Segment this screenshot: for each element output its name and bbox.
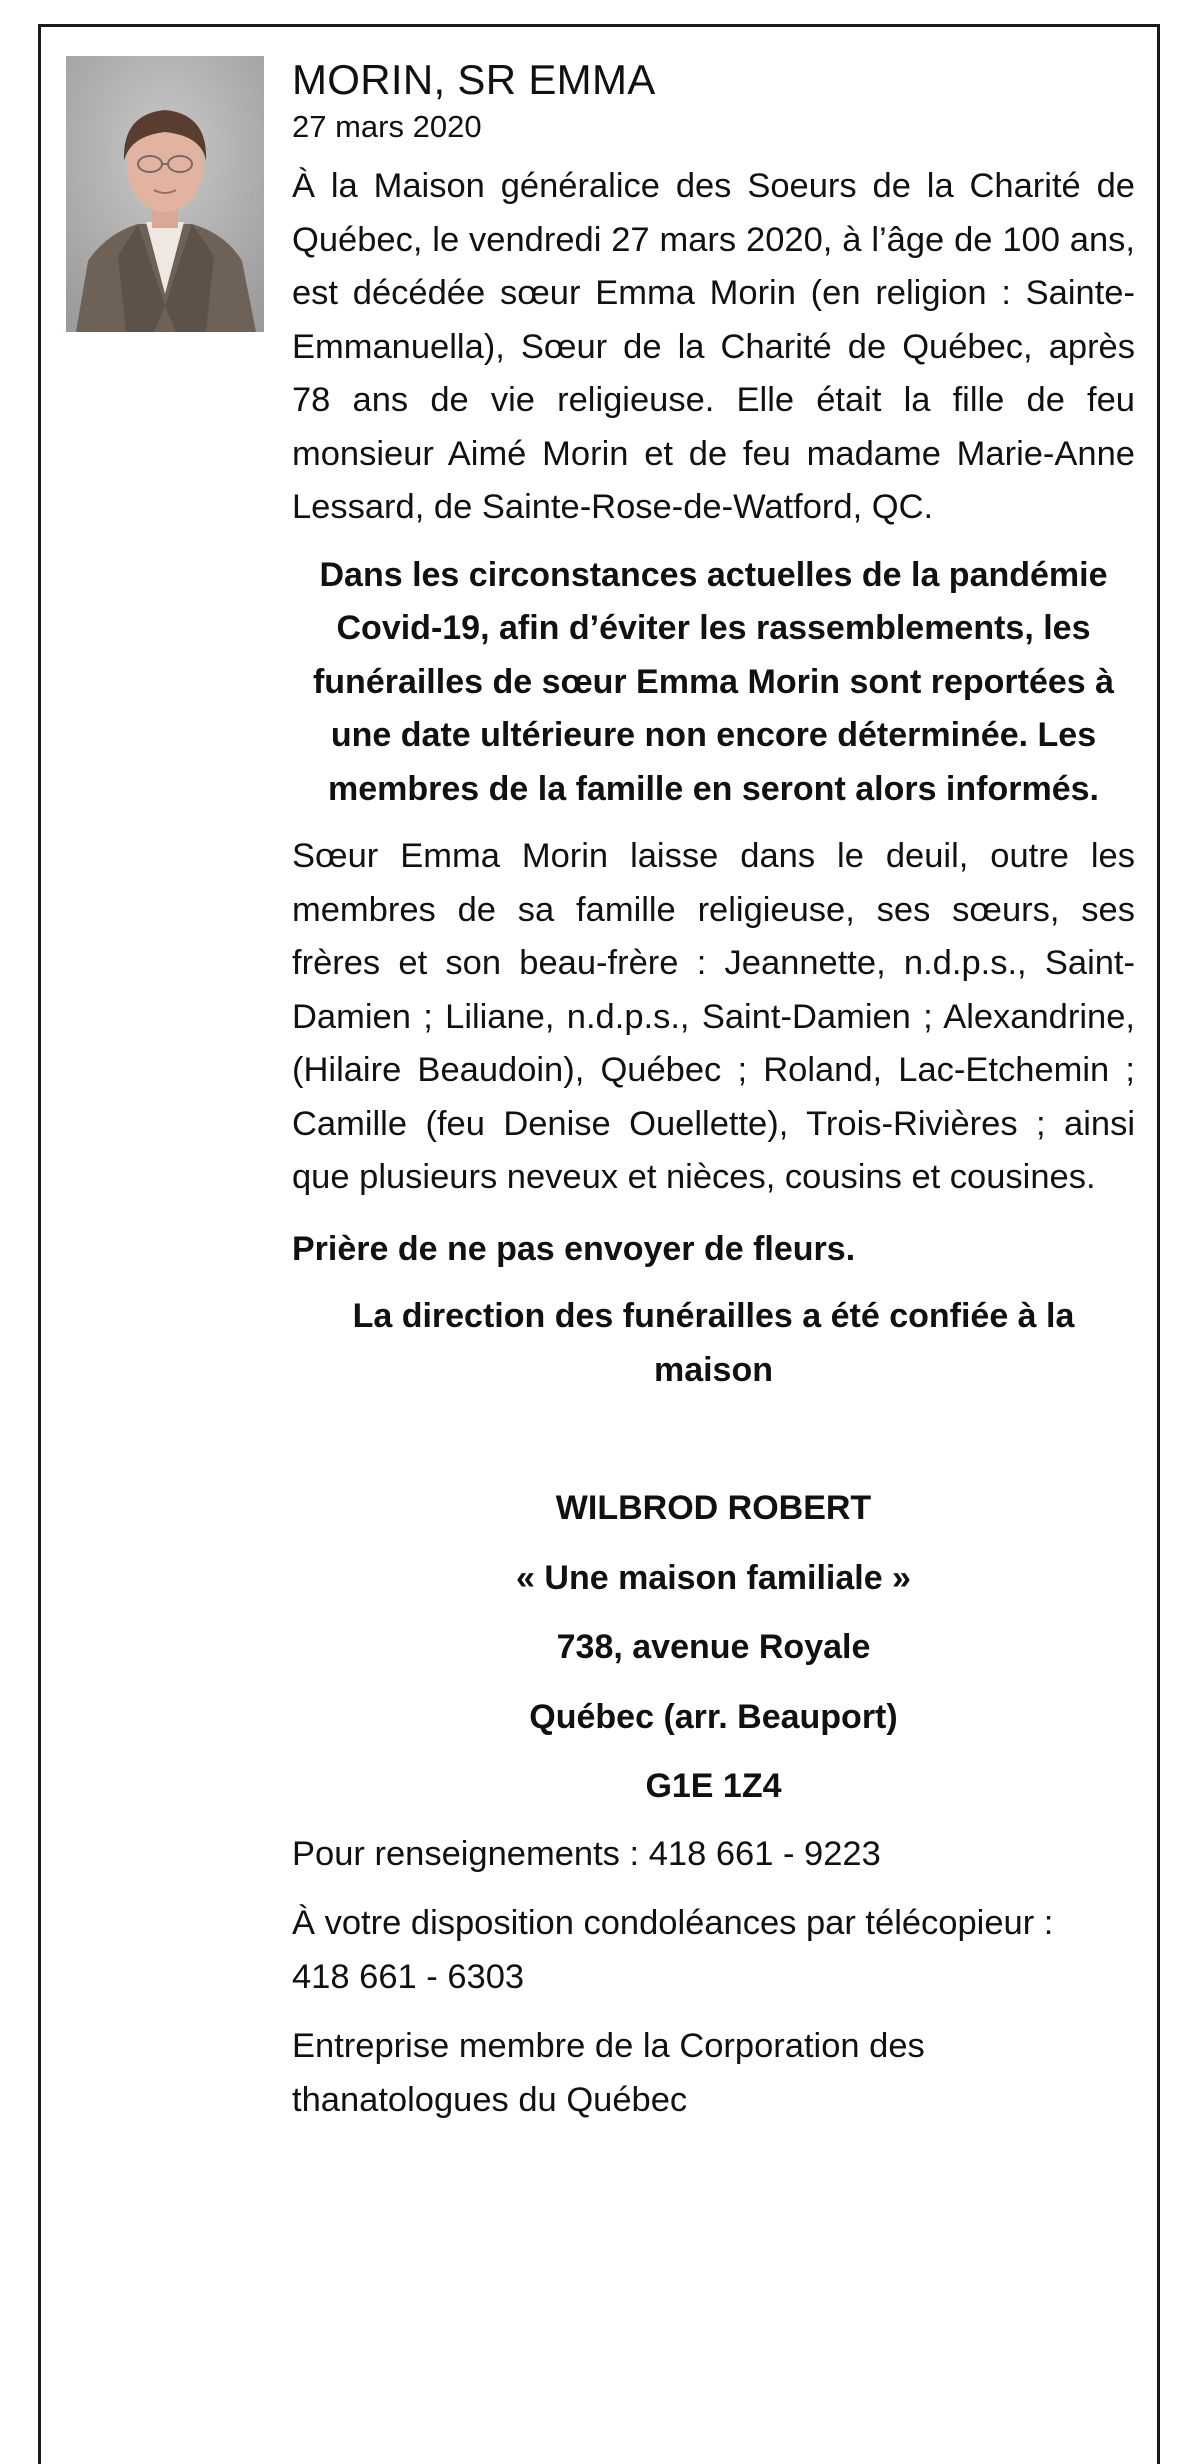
info-phone: Pour renseignements : 418 661 - 9223 (292, 1834, 881, 1873)
no-flowers-note: Prière de ne pas envoyer de fleurs. (292, 1229, 856, 1268)
funeral-home-name: WILBROD ROBERT (555, 1489, 872, 1527)
membership-block (292, 2020, 1135, 2127)
funeral-home-slogan: « Une maison familiale » (516, 1558, 911, 1597)
fax-number: 418 661 - 6303 (292, 1957, 525, 1996)
portrait-image (66, 56, 264, 332)
covid-notice: Dans les circonstances actuelles de la pandémie Covid-19, afin d’éviter les rassemblements, les funérailles de sœur Emma Morin sont reportées à une date ultérieure non encore déterminée. Les membres de la famille en seront alors informés. (312, 555, 1115, 808)
portrait-photo (66, 56, 264, 332)
membership-line-1: Entreprise membre de la Corporation des (292, 2027, 925, 2065)
survivors-paragraph: Sœur Emma Morin laisse dans le deuil, outre les membres de sa famille religieuse, ses sœurs, ses frères et son beau-frère : Jeannette, n.d.p.s., Saint-Damien ; Liliane, n.d.p.s., Saint-Damien ; Alexandrine, (Hilaire Beaudoin), Québec ; Roland, Lac-Etchemin ; Camille (feu Denise Ouellette), Trois-Rivières ; ainsi que plusieurs neveux et nièces, cousins et cousines. (292, 837, 1135, 1196)
deceased-name: MORIN, SR EMMA (292, 56, 656, 103)
membership-line-2: thanatologues du Québec (292, 2080, 688, 2119)
fax-block (292, 1897, 1135, 2004)
obituary-date: 27 mars 2020 (292, 109, 482, 144)
fax-label: À votre disposition condoléances par télécopieur : (292, 1904, 1054, 1942)
obituary-content (292, 54, 1135, 2127)
funeral-home-city: Québec (arr. Beauport) (529, 1697, 898, 1736)
funeral-home-street: 738, avenue Royale (556, 1628, 871, 1666)
funeral-home-postal-code: G1E 1Z4 (645, 1767, 782, 1805)
intro-paragraph: À la Maison généralice des Soeurs de la Charité de Québec, le vendredi 27 mars 2020, à l’âge de 100 ans, est décédée sœur Emma Morin (en religion : Sainte-Emmanuella), Sœur de la Charité de Québec, après 78 ans de vie religieuse. Elle était la fille de feu monsieur Aimé Morin et de feu madame Marie-Anne Lessard, de Sainte-Rose-de-Watford, QC. (292, 167, 1135, 526)
funeral-direction: La direction des funérailles a été confiée à la maison (352, 1297, 1075, 1389)
